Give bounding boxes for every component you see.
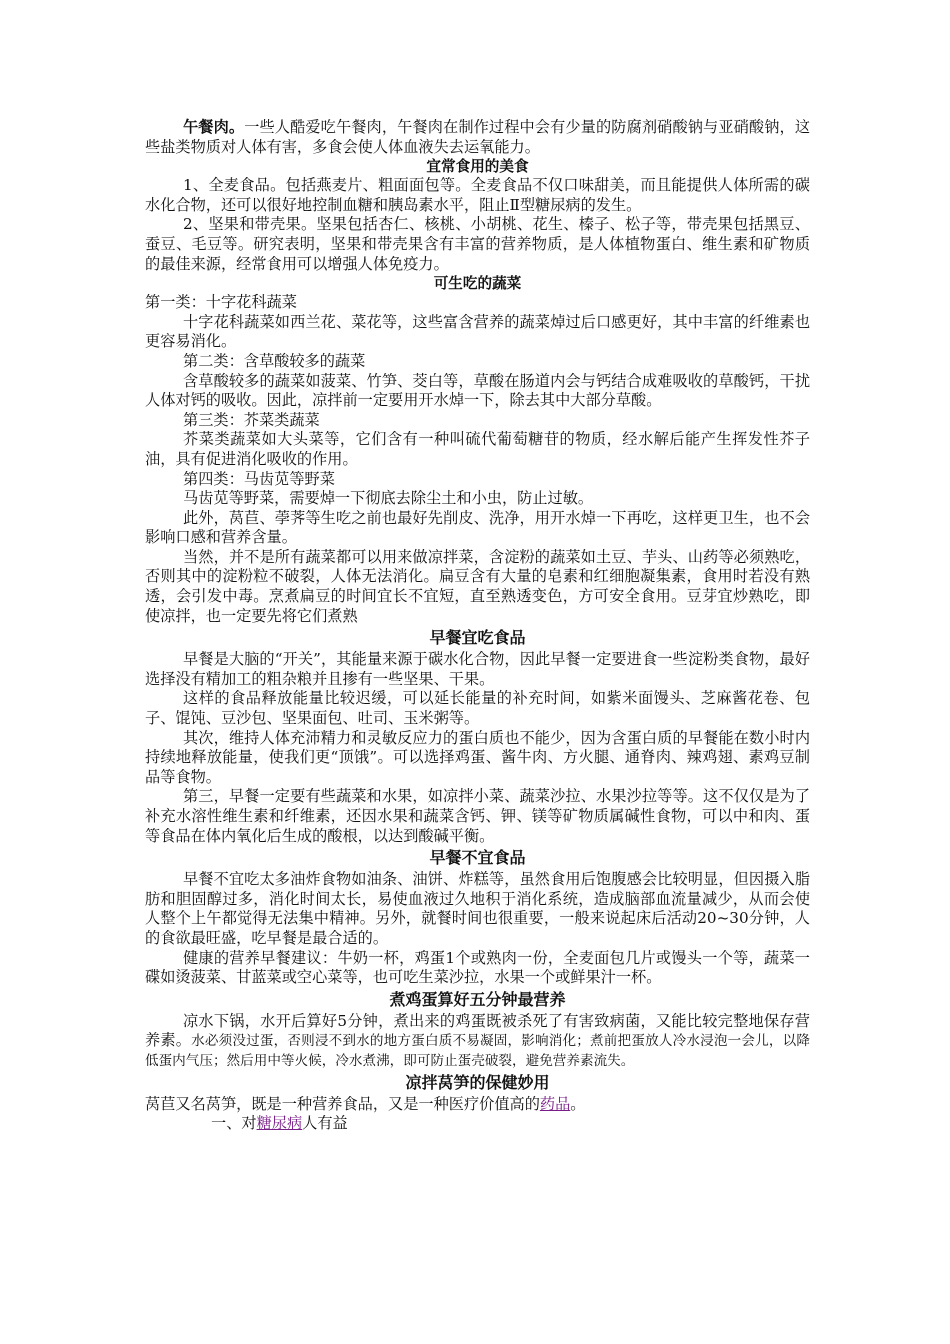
category-1: 第一类：十字花科蔬菜 (145, 293, 297, 312)
heading-lettuce-benefits: 凉拌莴笋的保健妙用 (405, 1072, 550, 1092)
paragraph-whole-grain: 1、全麦食品。包括燕麦片、粗面面包等。全麦食品不仅口味甜美，而且能提供人体所需的碳水化合物，还可以很好地控制血糖和胰岛素水平，阻止Ⅱ型糖尿病的发生。 (145, 176, 810, 214)
paragraph-purslane: 马齿苋等野菜，需要焯一下彻底去除尘土和小虫，防止过敏。 (183, 489, 594, 508)
paragraph-fried-food: 早餐不宜吃太多油炸食物如油条、油饼、炸糕等，虽然食用后饱腹感会比较明显，但因摄入脂肪和胆固醇过多，消化时间太长，易使血液过久地积于消化系统，造成脑部血流量减少，从而会使人整个上午都觉得无法集中精神。另外，就餐时间也很重要，一般来说起床后活动20~30分钟，人的食欲最旺盛，吃早餐是最合适的。 (145, 870, 810, 947)
category-4: 第四类：马齿苋等野菜 (183, 469, 335, 488)
list-text: 人有益 (302, 1114, 348, 1133)
category-2: 第二类：含草酸较多的蔬菜 (183, 351, 366, 370)
heading-boiled-egg: 煮鸡蛋算好五分钟最营养 (389, 989, 566, 1009)
category-3: 第三类：芥菜类蔬菜 (183, 410, 320, 429)
paragraph-lettuce-intro (145, 1095, 810, 1115)
heading-breakfast-bad: 早餐不宜食品 (429, 848, 526, 868)
paragraph-oxalic: 含草酸较多的蔬菜如菠菜、竹笋、茭白等，草酸在肠道内会与钙结合成难吸收的草酸钙，干扰人体对钙的吸收。因此，凉拌前一定要用开水焯一下，除去其中大部分草酸。 (145, 371, 810, 410)
list-item-diabetes (145, 1114, 810, 1134)
paragraph-text: 。 (570, 1094, 586, 1113)
paragraph-small-text: 水必须没过蛋，否则浸不到水的地方蛋白质不易凝固，影响消化；煮前把蛋放人冷水浸泡一会儿，以降低蛋内气压；然后用中等火候，冷水煮沸，即可防止蛋壳破裂，避免营养素流失。 (145, 1033, 811, 1069)
paragraph-cruciferous: 十字花科蔬菜如西兰花、菜花等，这些富含营养的蔬菜焯过后口感更好，其中丰富的纤维素也更容易消化。 (145, 312, 810, 351)
paragraph-text: 莴苣又名莴笋，既是一种营养食品，又是一种医疗价值高的 (145, 1094, 540, 1113)
paragraph-nuts: 2、坚果和带壳果。坚果包括杏仁、核桃、小胡桃、花生、榛子、松子等，带壳果包括黑豆、蚕豆、毛豆等。研究表明，坚果和带壳果含有丰富的营养物质，是人体植物蛋白、维生素和矿物质的最佳来源，经常食用可以增强人体免疫力。 (145, 215, 810, 273)
paragraph-luncheon-meat (145, 118, 810, 157)
paragraph-text: 凉水下锅，水开后算好5分钟，煮出来的鸡蛋既被杀死了有害致病菌，又能比较完整地保存营养素。 (145, 1011, 810, 1050)
paragraph-boiled-egg (145, 1012, 810, 1071)
paragraph-breakfast-advice: 健康的营养早餐建议：牛奶一杯，鸡蛋1个或熟肉一份，全麦面包几片或馒头一个等，蔬菜一碟如烫菠菜、甘蓝菜或空心菜等，也可吃生菜沙拉，水果一个或鲜果汁一杯。 (145, 948, 810, 987)
paragraph-starch: 当然，并不是所有蔬菜都可以用来做凉拌菜，含淀粉的蔬菜如土豆、芋头、山药等必须熟吃，否则其中的淀粉粒不破裂，人体无法消化。扁豆含有大量的皂素和红细胞凝集素，食用时若没有熟透，会引发中毒。烹煮扁豆的时间宜长不宜短，直至熟透变色，方可安全食用。豆芽宜炒熟吃，即使凉拌，也一定要先将它们煮熟 (145, 547, 810, 625)
list-text: 一、对 (211, 1114, 257, 1133)
paragraph-breakfast-2: 这样的食品释放能量比较迟缓，可以延长能量的补充时间，如紫米面馒头、芝麻酱花卷、包子、馄饨、豆沙包、坚果面包、吐司、玉米粥等。 (145, 689, 810, 728)
paragraph-lettuce: 此外，莴苣、荸荠等生吃之前也最好先削皮、洗净，用开水焯一下再吃，这样更卫生，也不会影响口感和营养含量。 (145, 508, 810, 547)
heading-recommended-foods: 宜常食用的美食 (426, 158, 529, 176)
heading-raw-vegetables: 可生吃的蔬菜 (433, 275, 522, 293)
paragraph-breakfast-1: 早餐是大脑的“开关”，其能量来源于碳水化合物，因此早餐一定要进食一些淀粉类食物，最好选择没有精加工的粗杂粮并且掺有一些坚果、干果。 (145, 650, 810, 688)
bold-lead: 午餐肉。 (183, 118, 245, 136)
heading-breakfast-good: 早餐宜吃食品 (429, 628, 526, 648)
paragraph-breakfast-3: 其次，维持人体充沛精力和灵敏反应力的蛋白质也不能少，因为含蛋白质的早餐能在数小时内持续地释放能量，使我们更“顶饿”。可以选择鸡蛋、酱牛肉、方火腿、通脊肉、辣鸡翅、素鸡豆制品等食物。 (145, 728, 810, 786)
paragraph-text: 一些人酷爱吃午餐肉，午餐肉在制作过程中会有少量的防腐剂硝酸钠与亚硝酸钠，这些盐类物质对人体有害，多食会使人体血液失去运氧能力。 (145, 118, 811, 156)
document-page (145, 118, 810, 1134)
paragraph-mustard: 芥菜类蔬菜如大头菜等，它们含有一种叫硫代葡萄糖苷的物质，经水解后能产生挥发性芥子油，具有促进消化吸收的作用。 (145, 430, 810, 468)
link-medicine[interactable]: 药品 (539, 1094, 571, 1113)
paragraph-breakfast-4: 第三，早餐一定要有些蔬菜和水果，如凉拌小菜、蔬菜沙拉、水果沙拉等等。这不仅仅是为了补充水溶性维生素和纤维素，还因水果和蔬菜含钙、钾、镁等矿物质属碱性食物，可以中和肉、蛋等食品在体内氧化后生成的酸根，以达到酸碱平衡。 (145, 787, 810, 845)
link-diabetes[interactable]: 糖尿病 (256, 1114, 303, 1133)
